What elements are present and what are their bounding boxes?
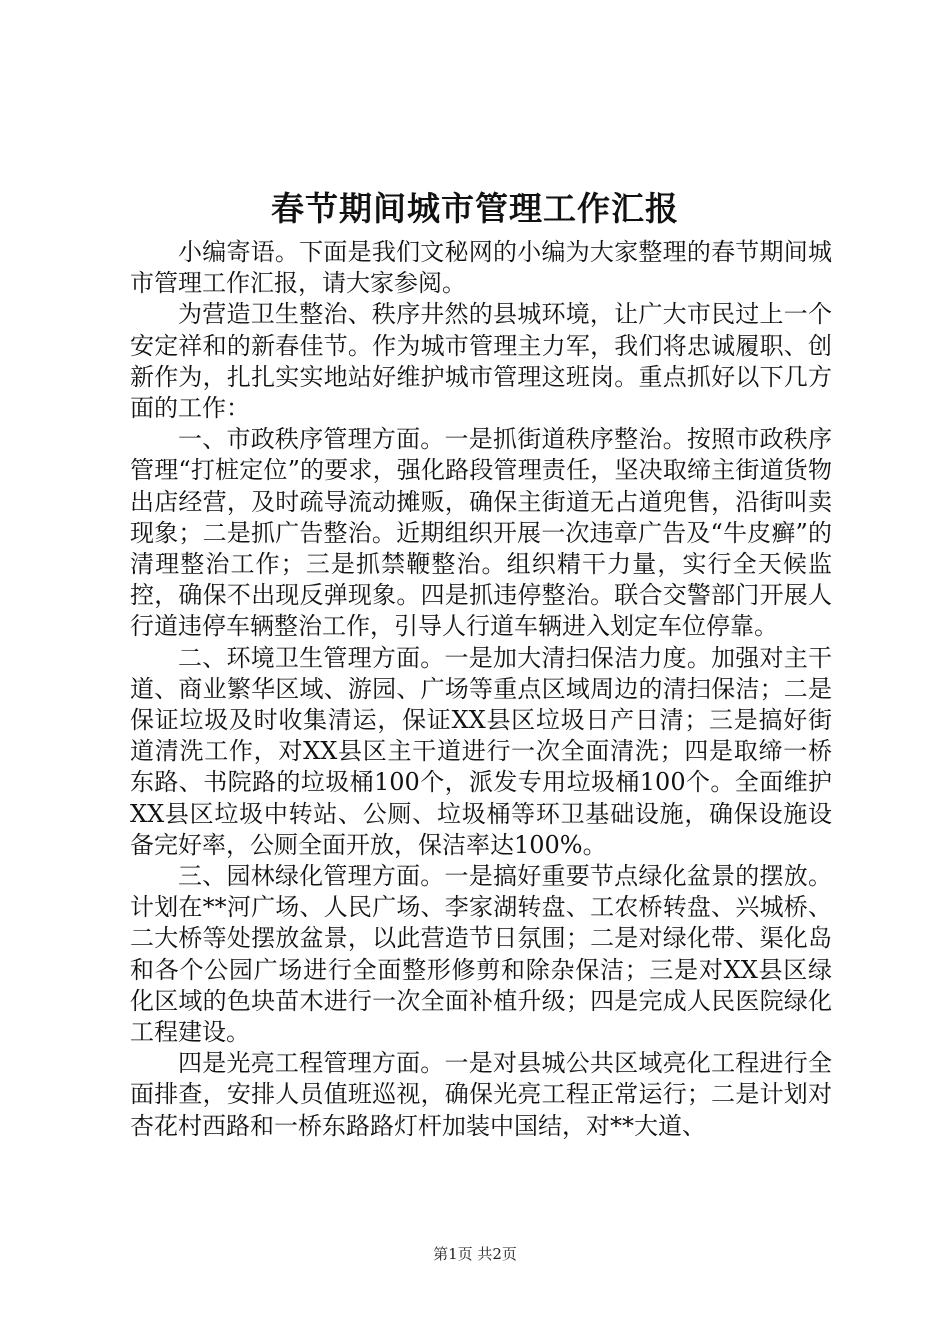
- document-body: [130, 237, 832, 1142]
- paragraph-municipal-order: 一、市政秩序管理方面。一是抓街道秩序整治。按照市政秩序管理“打桩定位”的要求，强化路段管理责任，坚决取缔主街道货物出店经营，及时疏导流动摊贩，确保主街道无占道兜售，沿街叫卖现象；二是抓广告整治。近期组织开展一次违章广告及“牛皮癣”的清理整治工作；三是抓禁鞭整治。组织精干力量，实行全天候监控，确保不出现反弹现象。四是抓违停整治。联合交警部门开展人行道违停车辆整治工作，引导人行道车辆进入划定车位停靠。: [130, 425, 832, 641]
- paragraph-overview: 为营造卫生整治、秩序井然的县城环境，让广大市民过上一个安定祥和的新春佳节。作为城市管理主力军，我们将忠诚履职、创新作为，扎扎实实地站好维护城市管理这班岗。重点抓好以下几方面的工作：: [130, 300, 832, 423]
- page-number-footer: 第1页 共2页: [433, 1245, 517, 1263]
- paragraph-lighting: 四是光亮工程管理方面。一是对县城公共区域亮化工程进行全面排查，安排人员值班巡视，确保光亮工程正常运行；二是计划对杏花村西路和一桥东路路灯杆加装中国结，对**大道、: [130, 1049, 832, 1140]
- paragraph-intro: 小编寄语。下面是我们文秘网的小编为大家整理的春节期间城市管理工作汇报，请大家参阅。: [130, 238, 832, 298]
- document-title: 春节期间城市管理工作汇报: [271, 189, 679, 228]
- paragraph-sanitation: 二、环境卫生管理方面。一是加大清扫保洁力度。加强对主干道、商业繁华区域、游园、广场等重点区域周边的清扫保洁；二是保证垃圾及时收集清运，保证XX县区垃圾日产日清；三是搞好街道清洗工作，对XX县区主干道进行一次全面清洗；四是取缔一桥东路、书院路的垃圾桶100个，派发专用垃圾桶100个。全面维护XX县区垃圾中转站、公厕、垃圾桶等环卫基础设施，确保设施设备完好率，公厕全面开放，保洁率达100%。: [130, 643, 832, 859]
- paragraph-landscaping: 三、园林绿化管理方面。一是搞好重要节点绿化盆景的摆放。计划在**河广场、人民广场、李家湖转盘、工农桥转盘、兴城桥、二大桥等处摆放盆景，以此营造节日氛围；二是对绿化带、渠化岛和各个公园广场进行全面整形修剪和除杂保洁；三是对XX县区绿化区域的色块苗木进行一次全面补植升级；四是完成人民医院绿化工程建设。: [130, 862, 832, 1047]
